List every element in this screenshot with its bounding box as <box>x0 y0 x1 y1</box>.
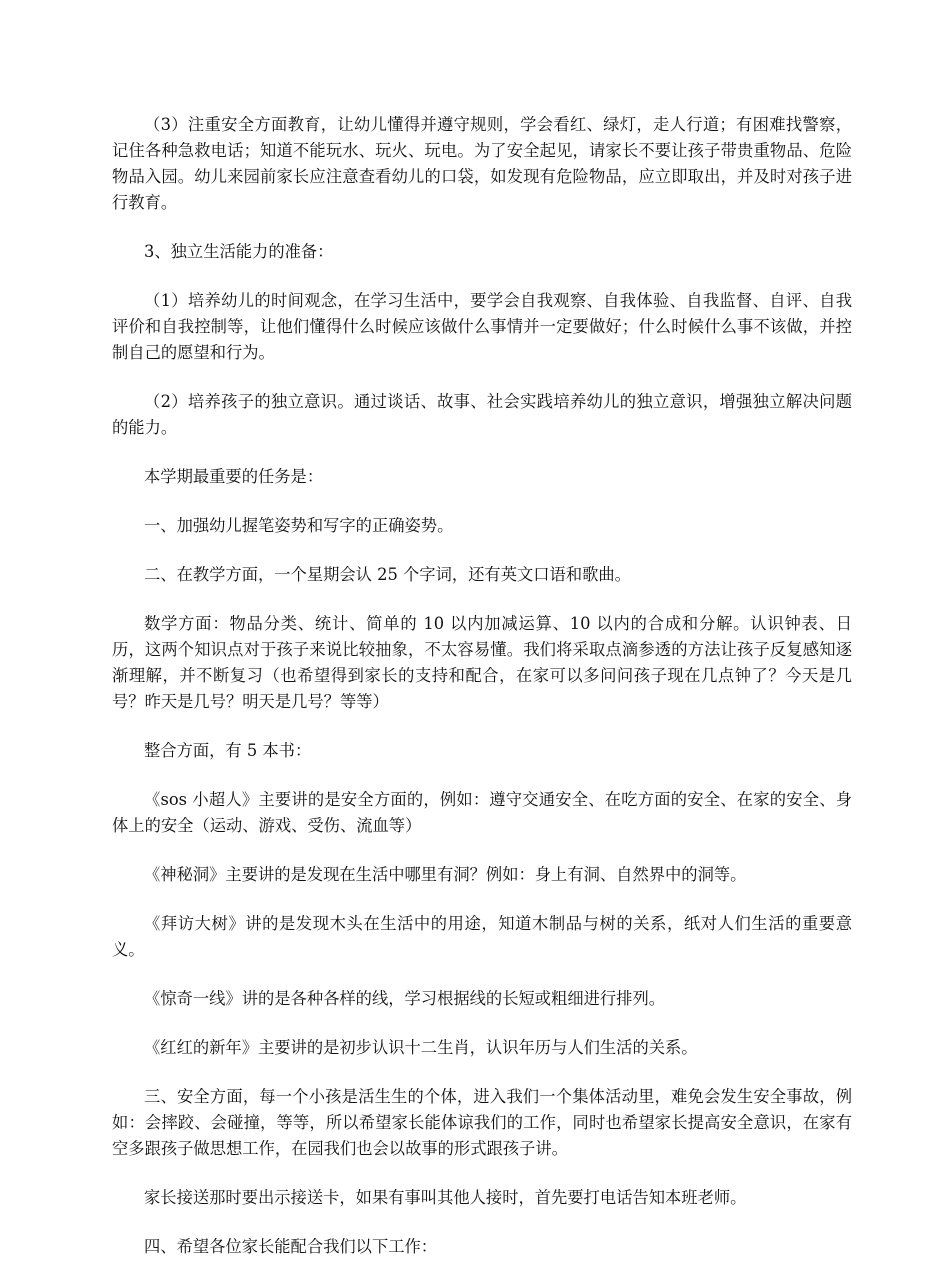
heading-semester-tasks: 本学期最重要的任务是： <box>144 467 324 486</box>
heading-independent-living: 3、独立生活能力的准备： <box>144 242 334 261</box>
document-body <box>112 112 852 1283</box>
task-teaching: 二、在教学方面，一个星期会认 25 个字词，还有英文口语和歌曲。 <box>144 565 631 584</box>
book-sos-superman: 《sos 小超人》主要讲的是安全方面的，例如：遵守交通安全、在吃方面的安全、在家的安全、身体上的安全（运动、游戏、受伤、流血等） <box>112 790 852 835</box>
paragraph-independence: （2）培养孩子的独立意识。通过谈话、故事、社会实践培养幼儿的独立意识，增强独立解决问题的能力。 <box>112 392 852 437</box>
paragraph-safety-education: （3）注重安全方面教育，让幼儿懂得并遵守规则，学会看红、绿灯，走人行道；有困难找警察，记住各种急救电话；知道不能玩水、玩火、玩电。为了安全起见，请家长不要让孩子带贵重物品、危险物品入园。幼儿来园前家长应注意查看幼儿的口袋，如发现有危险物品，应立即取出，并及时对孩子进行教育。 <box>112 115 852 212</box>
task-safety: 三、安全方面，每一个小孩是活生生的个体，进入我们一个集体活动里，难免会发生安全事故，例如：会摔跤、会碰撞，等等，所以希望家长能体谅我们的工作，同时也希望家长提高安全意识，在家有空多跟孩子做思想工作，在园我们也会以故事的形式跟孩子讲。 <box>112 1087 852 1158</box>
book-red-new-year: 《红红的新年》主要讲的是初步认识十二生肖，认识年历与人们生活的关系。 <box>144 1038 698 1057</box>
paragraph-time-concept: （1）培养幼儿的时间观念，在学习生活中，要学会自我观察、自我体验、自我监督、自评、自我评价和自我控制等，让他们懂得什么时候应该做什么事情并一定要做好；什么时候什么事不该做，并控制自己的愿望和行为。 <box>112 291 852 362</box>
book-surprise-line: 《惊奇一线》讲的是各种各样的线，学习根据线的长短或粗细进行排列。 <box>144 989 666 1008</box>
paragraph-math: 数学方面：物品分类、统计、简单的 10 以内加减运算、10 以内的合成和分解。认识钟表、日历，这两个知识点对于孩子来说比较抽象，不太容易懂。我们将采取点滴参透的方法让孩子反复感知逐渐理解，并不断复习（也希望得到家长的支持和配合，在家可以多问问孩子现在几点钟了？今天是几号？昨天是几号？明天是几号？等等） <box>112 614 852 711</box>
book-visit-tree: 《拜访大树》讲的是发现木头在生活中的用途，知道木制品与树的关系，纸对人们生活的重要意义。 <box>112 914 852 959</box>
task-pen-posture: 一、加强幼儿握笔姿势和写字的正确姿势。 <box>144 516 454 535</box>
task-parent-cooperation: 四、希望各位家长能配合我们以下工作： <box>144 1237 438 1256</box>
book-mystery-hole: 《神秘洞》主要讲的是发现在生活中哪里有洞？例如：身上有洞、自然界中的洞等。 <box>144 865 747 884</box>
paragraph-pickup-card: 家长接送那时要出示接送卡，如果有事叫其他人接时，首先要打电话告知本班老师。 <box>144 1188 747 1207</box>
heading-integration-books: 整合方面，有 5 本书： <box>144 741 312 760</box>
